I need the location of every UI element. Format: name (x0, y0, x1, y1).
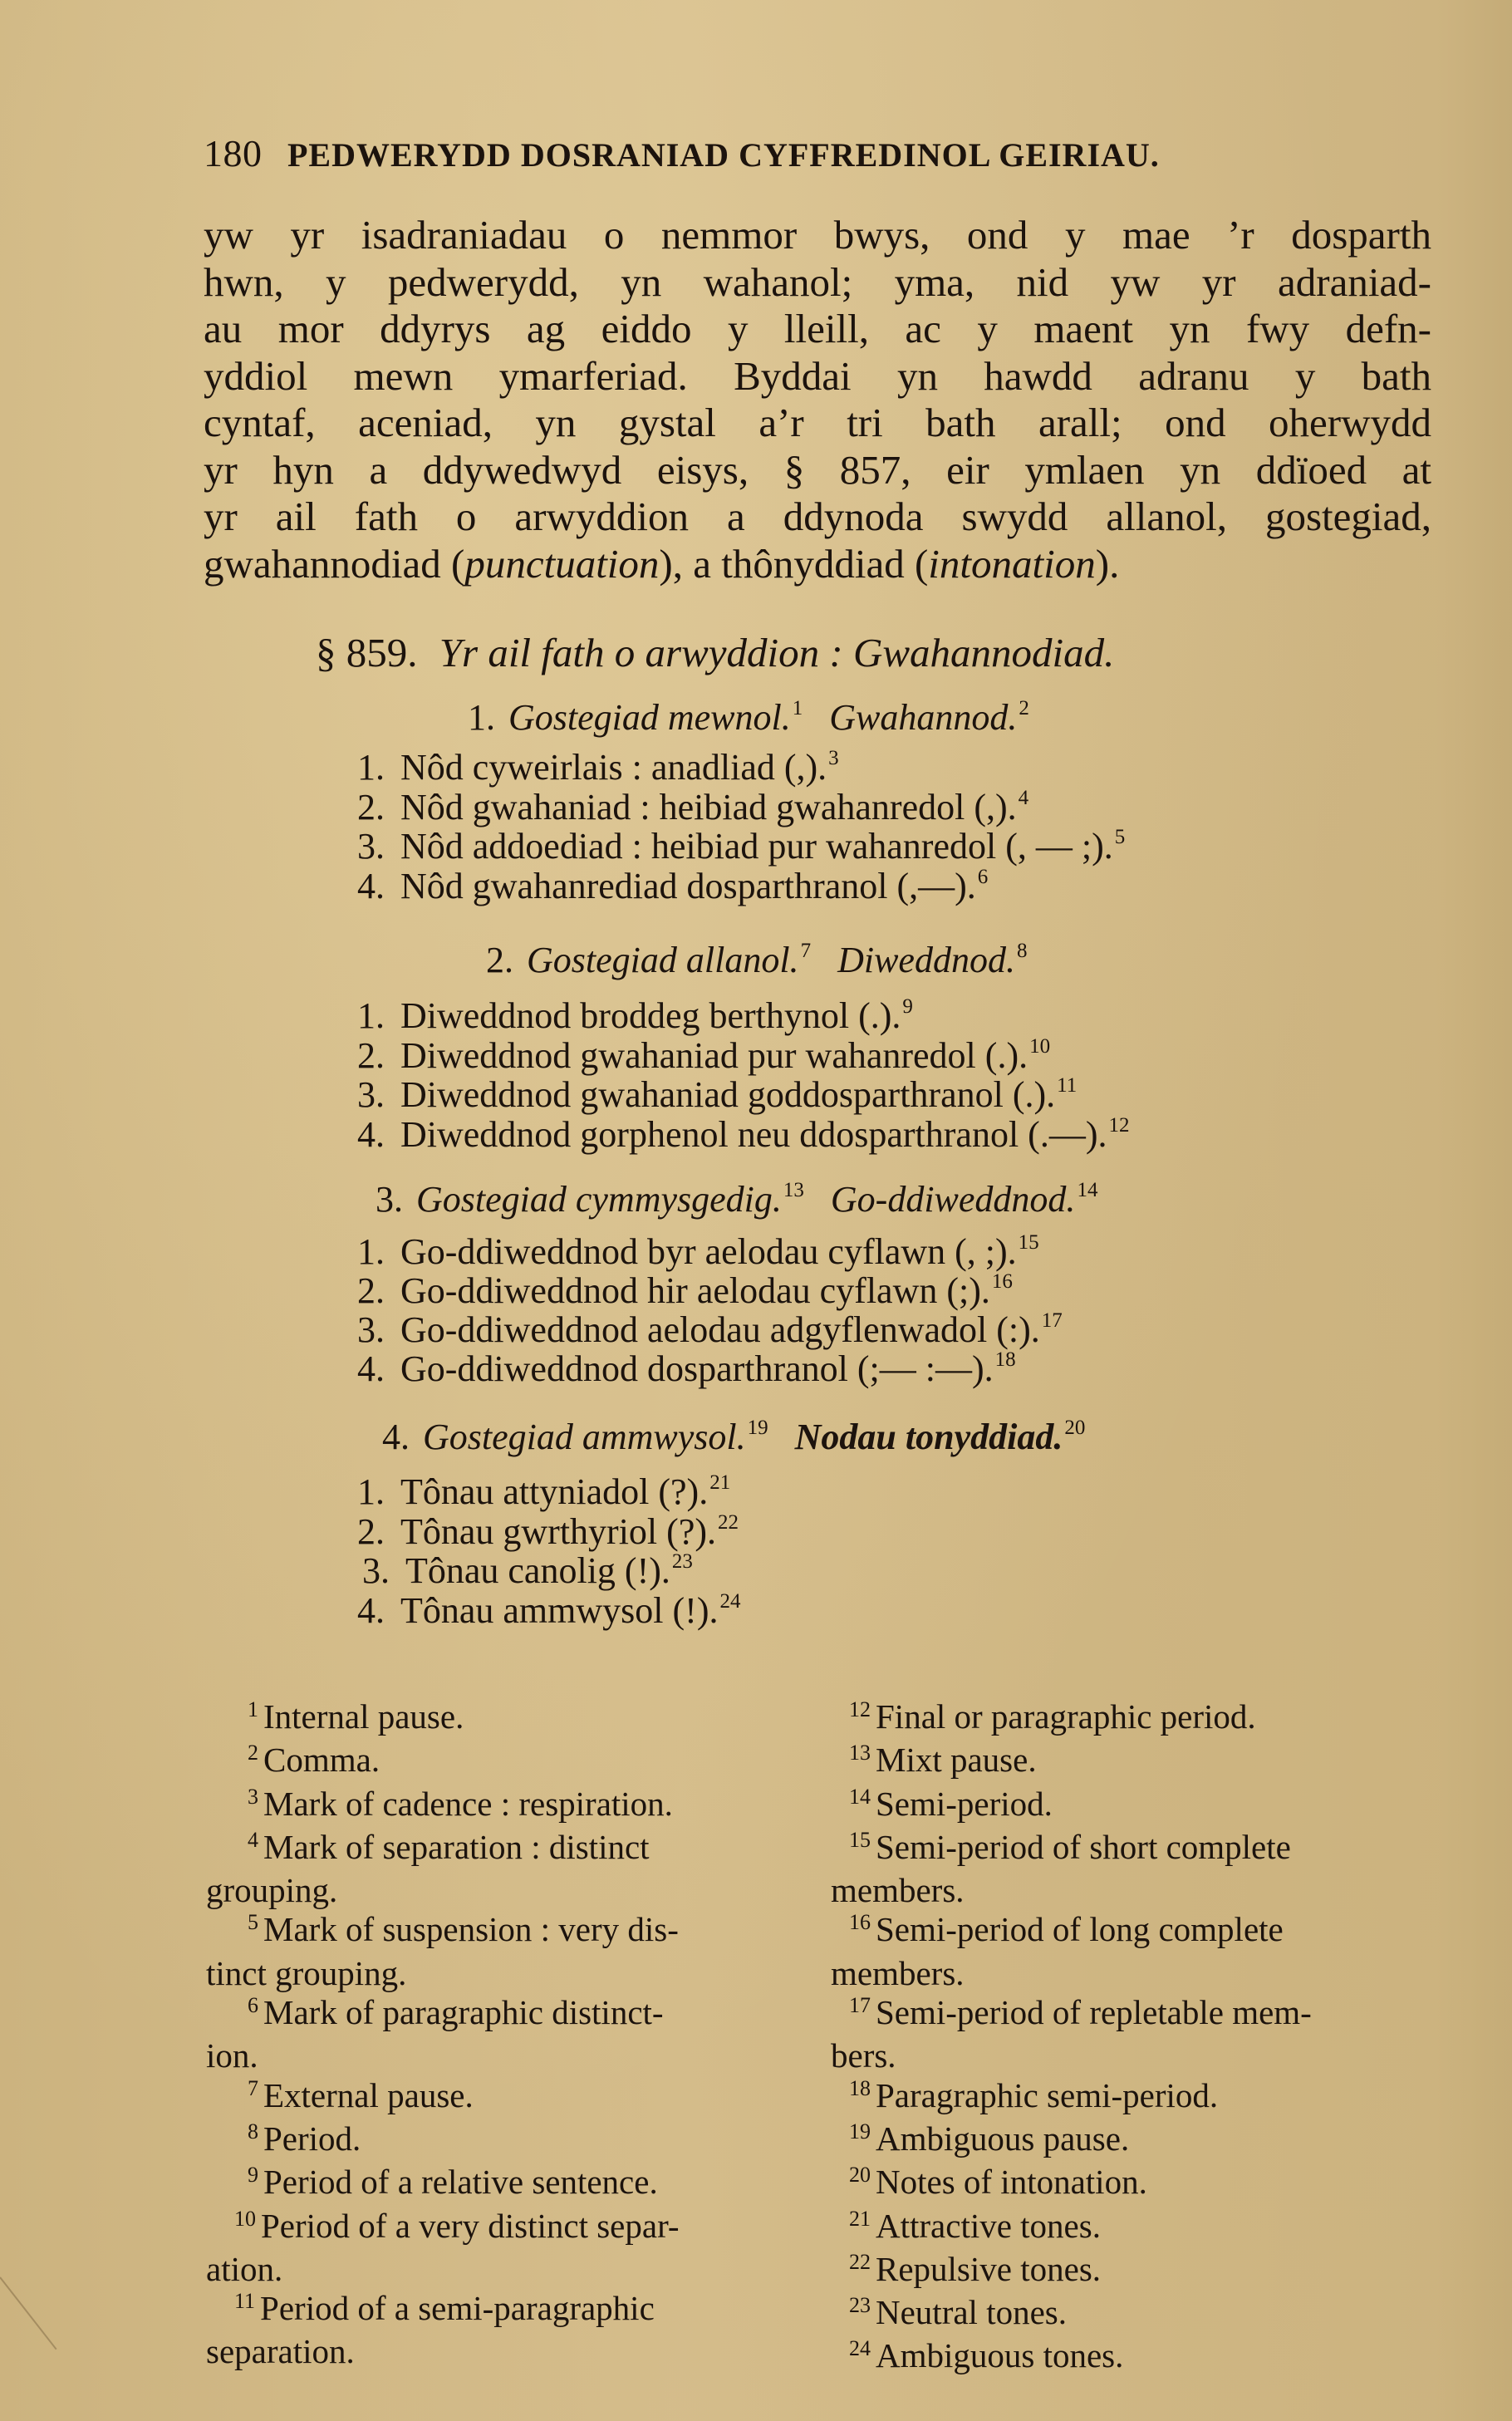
footnote-text: Paragraphic semi-period. (876, 2075, 1219, 2114)
list-item (357, 1269, 1013, 1312)
item-number: 4. (357, 1348, 385, 1389)
group-welsh-term: Gostegiad cymmysgedig. (416, 1179, 782, 1220)
footnote-ref: 7 (800, 940, 812, 962)
item-text: Go-ddiweddnod dosparthranol (;— :—). (400, 1348, 994, 1389)
item-text: Nôd gwahanrediad dosparthranol (,—). (400, 866, 976, 906)
footnote (831, 1828, 1446, 1871)
italic-term-punctuation: punctuation (464, 540, 660, 587)
group-number: 3. (376, 1179, 403, 1220)
list-item (357, 1113, 1129, 1156)
footnote-number: 5 (248, 1910, 258, 1935)
footnote (831, 1697, 1446, 1741)
footnote-continuation: tinct grouping. (206, 1953, 407, 1992)
item-text: Tônau ammwysol (!). (400, 1590, 719, 1631)
item-number: 4. (357, 866, 385, 906)
footnote-number: 1 (248, 1697, 258, 1721)
footnote-ref: 19 (747, 1417, 768, 1439)
footnote-number: 14 (849, 1784, 871, 1809)
footnote (206, 1697, 821, 1741)
footnote-number: 20 (849, 2163, 871, 2188)
running-head-title: PEDWERYDD DOSRANIAD CYFFREDINOL GEIRIAU. (287, 136, 1160, 174)
item-number: 1. (357, 747, 385, 788)
footnote-ref: 18 (994, 1348, 1016, 1371)
item-number: 3. (357, 1074, 385, 1115)
footnote (831, 2076, 1446, 2119)
body-line-last (204, 541, 1431, 588)
item-number: 2. (357, 1511, 385, 1552)
footnote (831, 2119, 1446, 2163)
footnote (831, 1785, 1446, 1828)
list-item (357, 786, 1028, 828)
footnote-text: Repulsive tones. (876, 2249, 1102, 2288)
footnote (206, 2076, 821, 2119)
list-item (357, 1348, 1016, 1390)
footnote-ref: 4 (1018, 787, 1029, 809)
footnote-number: 23 (849, 2293, 871, 2318)
text-run: gwahannodiad ( (204, 540, 465, 587)
list-item (357, 1309, 1063, 1351)
footnote-ref: 23 (671, 1550, 693, 1573)
group-number: 2. (486, 940, 513, 980)
footnote-continuation: grouping. (206, 1871, 338, 1910)
footnote-text: Mark of suspension : very dis- (263, 1910, 679, 1949)
footnote-text: Mixt pause. (876, 1741, 1037, 1780)
body-line: yddiol mewn ymarferiad. Byddai yn hawdd adranu y bath (204, 352, 1431, 399)
footnote-number: 8 (248, 2119, 258, 2144)
footnote-text: Period of a relative sentence. (263, 2163, 658, 2202)
item-text: Go-ddiweddnod hir aelodau cyflawn (;). (400, 1270, 990, 1311)
footnote-ref: 5 (1114, 826, 1126, 848)
footnote (206, 2119, 821, 2163)
footnote-number: 17 (849, 1993, 871, 2018)
list-item (357, 1589, 740, 1632)
footnote-number: 9 (248, 2163, 258, 2188)
footnote (206, 1910, 821, 1953)
item-number: 3. (362, 1550, 390, 1591)
footnote (206, 1828, 821, 1871)
footnote-ref: 14 (1077, 1179, 1098, 1201)
paper-crease-mark (0, 2276, 57, 2350)
footnote-text: Notes of intonation. (876, 2163, 1147, 2202)
section-number: § 859. (316, 630, 418, 675)
group-heading (376, 1178, 1097, 1220)
footnote-text: Semi-period of repletable mem- (876, 1993, 1312, 2032)
section-heading (316, 629, 1114, 676)
footnote-ref: 16 (991, 1270, 1013, 1293)
footnote-number: 16 (849, 1910, 871, 1935)
footnote (206, 2207, 821, 2250)
footnote-ref: 10 (1029, 1035, 1051, 1058)
body-line: yr ail fath o arwyddion a ddynoda swydd allanol, gostegiad, (204, 494, 1431, 539)
text-run: ). (1095, 540, 1120, 587)
item-text: Nôd gwahaniad : heibiad gwahanredol (,). (400, 787, 1017, 827)
list-item (357, 865, 988, 907)
group-welsh-term: Gostegiad allanol. (527, 940, 799, 980)
footnote-number: 13 (849, 1741, 871, 1765)
footnote-ref: 8 (1016, 940, 1028, 962)
footnote-ref: 6 (977, 866, 989, 888)
footnote-ref: 12 (1108, 1114, 1130, 1137)
footnote-text: External pause. (263, 2075, 474, 2114)
body-line: hwn, y pedwerydd, yn wahanol; yma, nid yw yr adraniad- (204, 258, 1431, 305)
footnote (206, 2163, 821, 2206)
item-text: Go-ddiweddnod aelodau adgyflenwadol (:). (400, 1309, 1040, 1350)
footnote-number: 24 (849, 2336, 871, 2361)
item-number: 1. (357, 1231, 385, 1272)
footnote-text: Semi-period of short complete (876, 1827, 1291, 1866)
footnote (206, 2289, 821, 2332)
footnote-text: Mark of cadence : respiration. (263, 1784, 673, 1823)
footnote-ref: 9 (902, 995, 913, 1018)
body-line: yw yr isadraniadau o nemmor bwys, ond y mae ’r dosparth (204, 212, 1431, 258)
list-item (357, 746, 839, 788)
footnote-text: Period of a very distinct separ- (261, 2206, 680, 2245)
item-number: 2. (357, 1035, 385, 1076)
footnotes-left-column (206, 1697, 821, 2372)
group-alt-term: Diweddnod. (837, 940, 1015, 980)
group-welsh-term: Gostegiad mewnol. (508, 697, 791, 738)
footnote (206, 1993, 821, 2036)
footnote (831, 2163, 1446, 2206)
list-item (362, 1549, 693, 1592)
footnote-number: 7 (248, 2075, 258, 2100)
footnote-number: 4 (248, 1827, 258, 1852)
footnote-text: Semi-period of long complete (876, 1910, 1284, 1949)
item-number: 2. (357, 787, 385, 827)
footnote (831, 1910, 1446, 1953)
item-text: Tônau attyniadol (?). (400, 1471, 709, 1512)
footnote-text: Mark of paragraphic distinct- (263, 1993, 664, 2032)
body-paragraph (204, 212, 1431, 587)
footnote-text: Semi-period. (876, 1784, 1053, 1823)
page-number: 180 (204, 132, 263, 174)
footnote-ref: 22 (718, 1511, 739, 1534)
group-number: 4. (382, 1417, 410, 1457)
footnote-continuation: members. (831, 1871, 965, 1910)
body-line: cyntaf, aceniad, yn gystal a’r tri bath arall; ond oherwydd (204, 400, 1431, 445)
footnote-continuation: separation. (206, 2332, 355, 2371)
footnote (831, 1741, 1446, 1784)
group-heading (468, 696, 1029, 739)
footnote-text: Final or paragraphic period. (876, 1697, 1256, 1736)
footnote-ref: 15 (1018, 1231, 1039, 1254)
footnote-continuation: ation. (206, 2249, 283, 2288)
item-number: 2. (357, 1270, 385, 1311)
footnote-number: 10 (234, 2206, 256, 2231)
footnotes-right-column (831, 1697, 1446, 2380)
footnote-continuation: bers. (831, 2036, 896, 2075)
group-alt-term: Nodau tonyddiad. (794, 1417, 1063, 1457)
group-welsh-term: Gostegiad ammwysol. (423, 1417, 746, 1457)
footnote-text: Comma. (263, 1741, 380, 1780)
item-number: 4. (357, 1114, 385, 1155)
footnote-number: 15 (849, 1827, 871, 1852)
group-heading (486, 939, 1027, 981)
footnote-number: 11 (234, 2289, 256, 2314)
item-text: Go-ddiweddnod byr aelodau cyflawn (, ;). (400, 1231, 1017, 1272)
footnote-text: Attractive tones. (876, 2206, 1101, 2245)
item-text: Nôd addoediad : heibiad pur wahanredol (, — ;). (400, 826, 1113, 867)
footnote (831, 2250, 1446, 2293)
footnote (206, 1785, 821, 1828)
running-head (204, 131, 1160, 175)
footnote-number: 21 (849, 2206, 871, 2231)
text-run: ), a thônyddiad ( (659, 540, 929, 587)
item-number: 3. (357, 1309, 385, 1350)
group-number: 1. (468, 697, 495, 738)
group-alt-term: Go-ddiweddnod. (830, 1179, 1076, 1220)
footnote-ref: 1 (792, 697, 803, 719)
item-text: Tônau canolig (!). (405, 1550, 670, 1591)
footnote-text: Ambiguous tones. (876, 2336, 1124, 2375)
footnote (206, 1741, 821, 1784)
italic-term-intonation: intonation (928, 540, 1096, 587)
footnote-ref: 17 (1041, 1309, 1063, 1332)
item-text: Diweddnod gwahaniad pur wahanredol (.). (400, 1035, 1028, 1076)
list-item (357, 994, 913, 1037)
footnote-text: Mark of separation : distinct (263, 1827, 650, 1866)
item-number: 3. (357, 826, 385, 867)
list-item (357, 1471, 730, 1513)
item-text: Nôd cyweirlais : anadliad (,). (400, 747, 827, 788)
item-text: Diweddnod broddeg berthynol (.). (400, 995, 901, 1036)
item-number: 4. (357, 1590, 385, 1631)
item-number: 1. (357, 1471, 385, 1512)
section-title: Yr ail fath o arwyddion : Gwahannodiad. (439, 630, 1115, 675)
footnote-ref: 21 (709, 1471, 731, 1494)
footnote-ref: 11 (1057, 1074, 1078, 1097)
footnote-number: 22 (849, 2249, 871, 2274)
footnote-text: Period. (263, 2119, 361, 2158)
footnote-continuation: members. (831, 1953, 965, 1992)
footnote-ref: 13 (783, 1179, 804, 1201)
footnote-text: Internal pause. (263, 1697, 464, 1736)
item-text: Diweddnod gorphenol neu ddosparthranol (.—). (400, 1114, 1107, 1155)
body-line: au mor ddyrys ag eiddo y lleill, ac y maent yn fwy defn- (204, 306, 1431, 351)
list-item (357, 825, 1125, 867)
footnote (831, 2207, 1446, 2250)
list-item (357, 1510, 739, 1553)
footnote-continuation: ion. (206, 2036, 258, 2075)
group-heading (382, 1416, 1085, 1458)
list-item (357, 1230, 1039, 1273)
item-number: 1. (357, 995, 385, 1036)
footnote-number: 3 (248, 1784, 258, 1809)
footnote-number: 18 (849, 2075, 871, 2100)
group-alt-term: Gwahannod. (829, 697, 1018, 738)
footnote-number: 2 (248, 1741, 258, 1765)
footnote (831, 1993, 1446, 2036)
list-item (357, 1073, 1077, 1116)
body-line: yr hyn a ddywedwyd eisys, § 857, eir ymlaen yn ddïoed at (204, 446, 1431, 493)
footnote-text: Period of a semi-paragraphic (260, 2289, 655, 2328)
footnote-ref: 20 (1064, 1417, 1086, 1439)
footnote-number: 19 (849, 2119, 871, 2144)
footnote-number: 6 (248, 1993, 258, 2018)
item-text: Diweddnod gwahaniad goddosparthranol (.). (400, 1074, 1056, 1115)
footnote-ref: 24 (719, 1590, 741, 1613)
footnote-ref: 2 (1019, 697, 1029, 719)
footnote-text: Neutral tones. (876, 2293, 1067, 2332)
footnote (831, 2336, 1446, 2379)
list-item (357, 1034, 1050, 1077)
footnote (831, 2293, 1446, 2336)
item-text: Tônau gwrthyriol (?). (400, 1511, 716, 1552)
footnote-number: 12 (849, 1697, 871, 1721)
footnote-text: Ambiguous pause. (876, 2119, 1130, 2158)
footnote-ref: 3 (828, 747, 839, 769)
